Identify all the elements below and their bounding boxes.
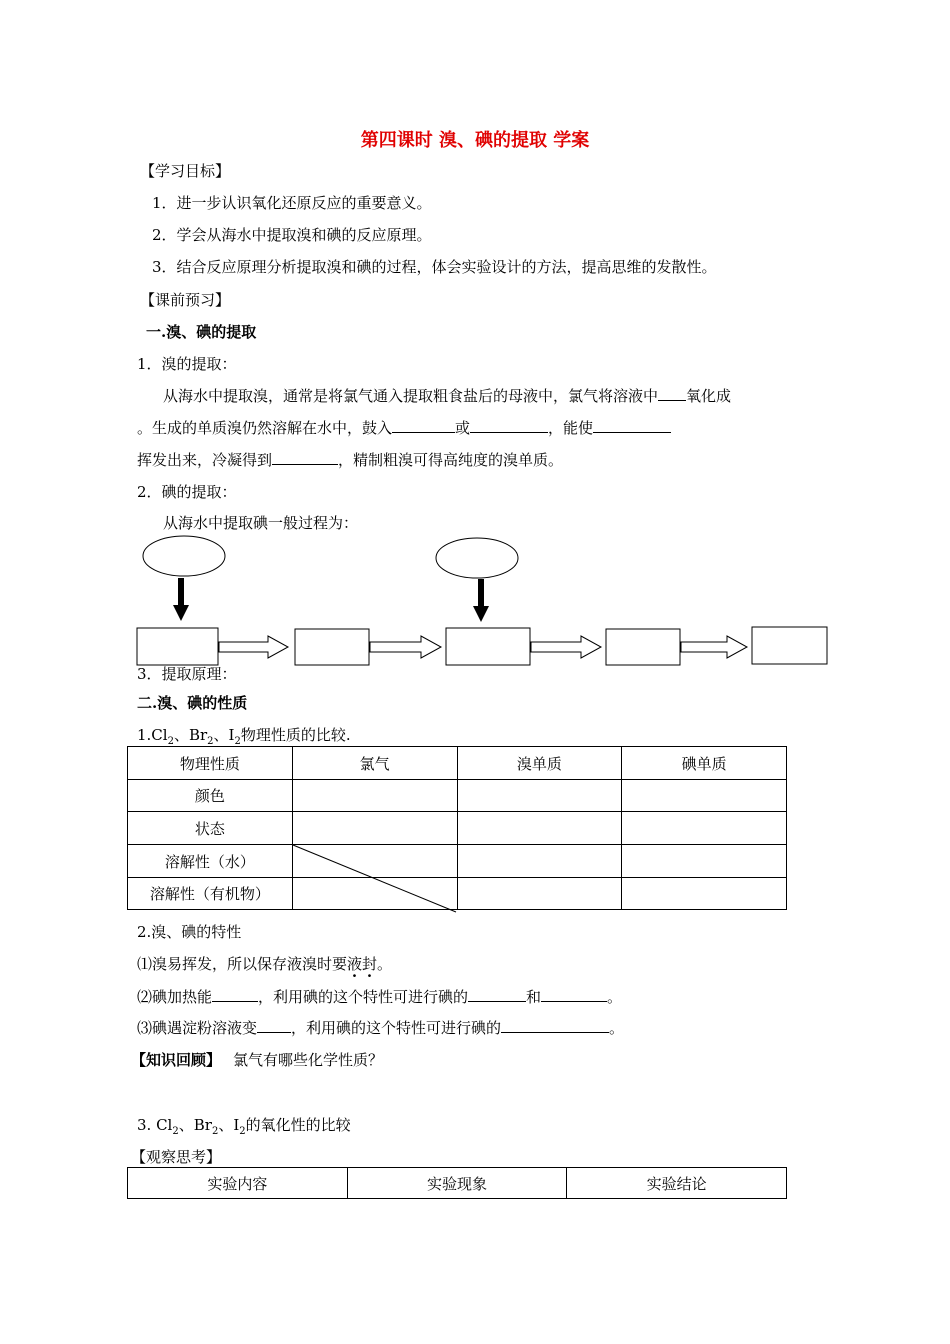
table-header-cell: 实验内容 (128, 1168, 348, 1199)
answer-blank[interactable] (541, 986, 607, 1002)
table-header-cell: 实验现象 (347, 1168, 567, 1199)
trait-2: ⑵碘加热能 ，利用碘的这个特性可进行碘的 和 。 (137, 988, 623, 1006)
section2-heading: 二.溴、碘的性质 (137, 694, 248, 712)
table-header-cell: 实验结论 (567, 1168, 787, 1199)
row-label: 溶解性（有机物） (128, 878, 293, 910)
table-header-row (128, 1168, 787, 1199)
principle-label: 3．提取原理： (137, 665, 237, 683)
answer-blank[interactable] (468, 986, 526, 1002)
bromine-line-1: 从海水中提取溴，通常是将氯气通入提取粗食盐后的母液中，氯气将溶液中 氧化成 (163, 387, 732, 405)
iodine-process-text: 从海水中提取碘一般过程为： (163, 514, 359, 532)
objective-item: 2．学会从海水中提取溴和碘的反应原理。 (152, 226, 432, 244)
row-label: 状态 (128, 812, 293, 845)
preview-heading: 【课前预习】 (140, 291, 231, 309)
bromine-line-3: 挥发出来，冷凝得到 ，精制粗溴可得高纯度的溴单质。 (137, 451, 564, 469)
answer-blank[interactable] (212, 986, 258, 1002)
section1-heading: 一.溴、碘的提取 (146, 323, 257, 341)
row-label: 颜色 (128, 780, 293, 812)
trait-3: ⑶碘遇淀粉溶液变 ，利用碘的这个特性可进行碘的 。 (137, 1019, 625, 1037)
table-header-cell: 氯气 (292, 747, 457, 780)
compare-heading: $1.Cl_2$、$Br_2$、$I_2$物理性质的比较. (137, 726, 351, 747)
table-header-cell: 溴单质 (457, 747, 622, 780)
answer-blank[interactable] (501, 1017, 609, 1033)
bromine-heading: 1．溴的提取： (137, 355, 237, 373)
traits-heading: 2.溴、碘的特性 (137, 923, 242, 941)
oxidation-heading: 3. $Cl_2$、$Br_2$、$I_2$的氧化性的比较 (137, 1116, 351, 1137)
objective-item: 1．进一步认识氧化还原反应的重要意义。 (152, 194, 432, 212)
observe-heading: 【观察思考】 (131, 1148, 222, 1166)
review-line: 【知识回顾】 氯气有哪些化学性质？ (131, 1051, 384, 1069)
bromine-line-2: 。生成的单质溴仍然溶解在水中，鼓入 或 ，能使 (137, 417, 671, 438)
iodine-heading: 2．碘的提取： (137, 483, 237, 501)
experiment-table (127, 1167, 787, 1199)
table-header-cell: 碘单质 (622, 747, 787, 780)
table-header-cell: 物理性质 (128, 747, 293, 780)
trait-1: ⑴溴易挥发，所以保存液溴时要液封。 (137, 955, 393, 973)
objective-item: 3．结合反应原理分析提取溴和碘的过程，体会实验设计的方法，提高思维的发散性。 (152, 258, 717, 276)
row-label: 溶解性（水） (128, 845, 293, 878)
answer-blank[interactable] (257, 1017, 291, 1033)
objectives-heading: 【学习目标】 (140, 162, 231, 180)
page-title: 第四课时 溴、碘的提取 学案 (360, 130, 590, 151)
